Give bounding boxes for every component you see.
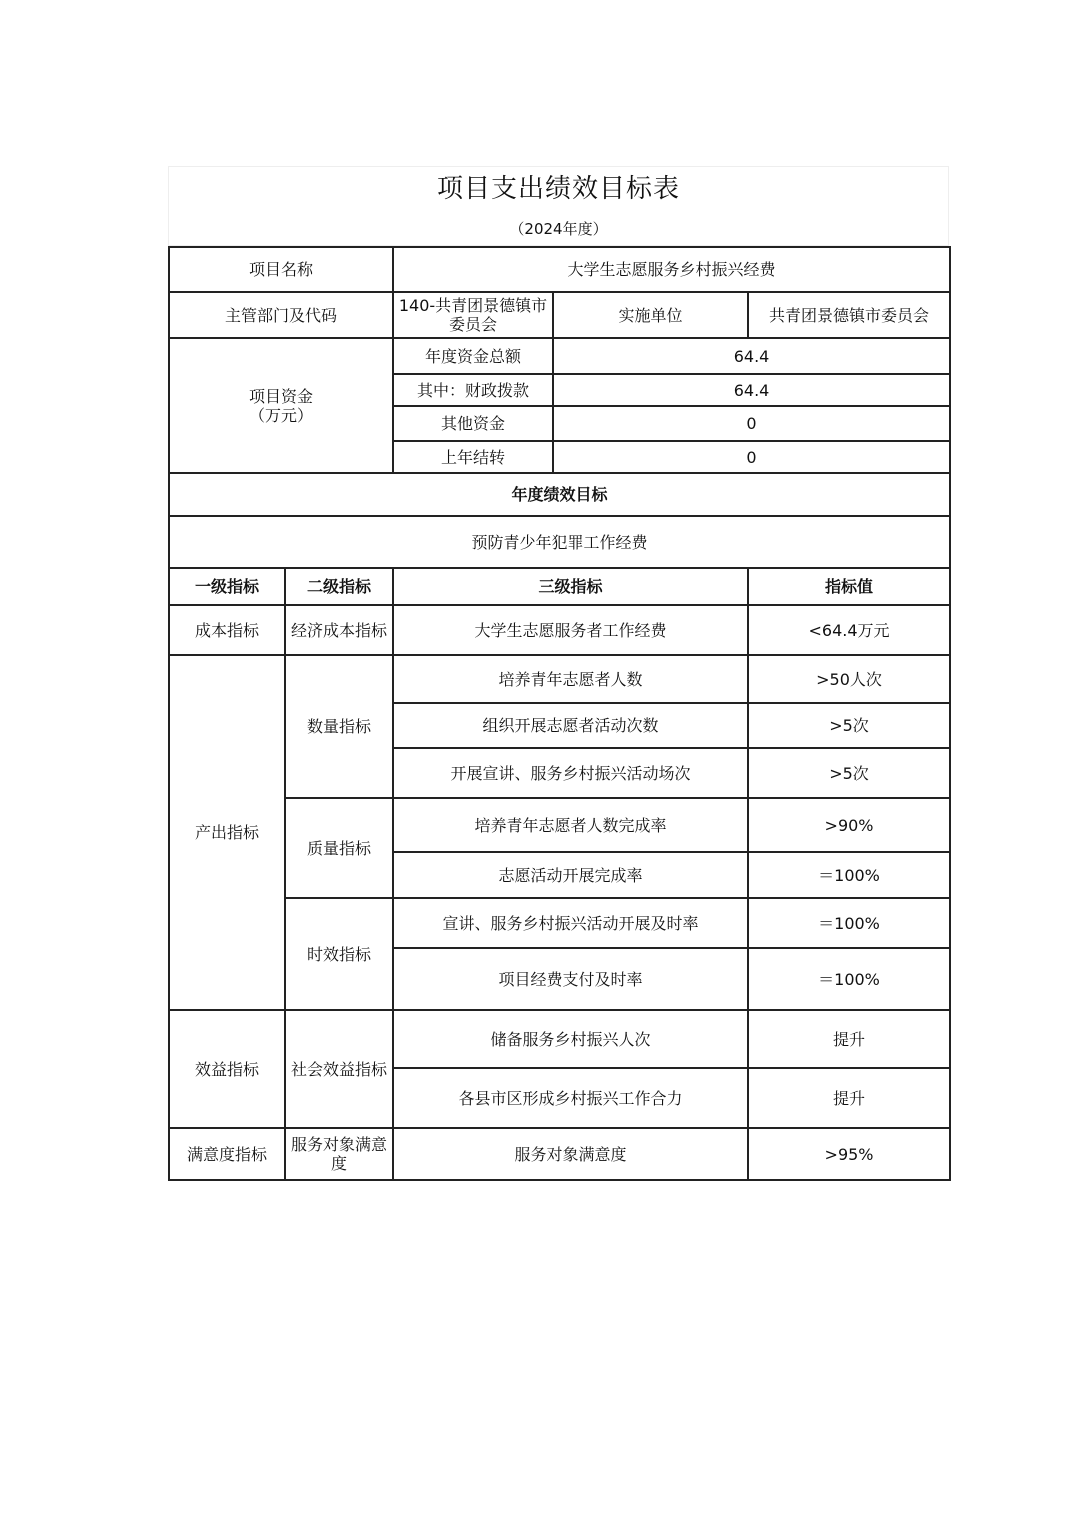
annual-goal-value: 预防青少年犯罪工作经费: [169, 516, 950, 568]
table-row: [169, 655, 950, 703]
funds-unit-text: （万元）: [249, 405, 314, 425]
other-funds-value: 0: [553, 406, 950, 441]
level1-benefit: 效益指标: [169, 1010, 285, 1128]
indicator-cell: 志愿活动开展完成率: [393, 852, 748, 898]
table-row: [169, 473, 950, 516]
value-cell: >5次: [748, 703, 950, 748]
header-level1: 一级指标: [169, 568, 285, 605]
indicator-cell: 大学生志愿服务者工作经费: [393, 605, 748, 655]
implementing-unit-label: 实施单位: [553, 292, 748, 338]
header-level3: 三级指标: [393, 568, 748, 605]
value-cell: >90%: [748, 798, 950, 852]
indicator-cell: 培养青年志愿者人数完成率: [393, 798, 748, 852]
table-row: [169, 798, 950, 852]
funds-label: [169, 338, 393, 473]
indicator-cell: 开展宣讲、服务乡村振兴活动场次: [393, 748, 748, 798]
level2-service-satisfaction: 服务对象满意度: [285, 1128, 393, 1180]
carryover-label: 上年结转: [393, 441, 553, 473]
level2-econ-cost: 经济成本指标: [285, 605, 393, 655]
value-cell: ＝100%: [748, 898, 950, 948]
project-name-label: 项目名称: [169, 247, 393, 292]
level2-quantity: 数量指标: [285, 655, 393, 798]
value-cell: >95%: [748, 1128, 950, 1180]
header-level2: 二级指标: [285, 568, 393, 605]
page-title: 项目支出绩效目标表: [436, 174, 680, 204]
indicator-cell: 宣讲、服务乡村振兴活动开展及时率: [393, 898, 748, 948]
performance-table: [168, 246, 951, 1181]
fiscal-value: 64.4: [553, 374, 950, 406]
table-row: [169, 516, 950, 568]
value-cell: >5次: [748, 748, 950, 798]
table-row: [169, 292, 950, 338]
value-cell: ＝100%: [748, 948, 950, 1010]
level2-social: 社会效益指标: [285, 1010, 393, 1128]
carryover-value: 0: [553, 441, 950, 473]
value-cell: 提升: [748, 1068, 950, 1128]
level1-satisfaction: 满意度指标: [169, 1128, 285, 1180]
indicator-cell: 储备服务乡村振兴人次: [393, 1010, 748, 1068]
table-row: [169, 1010, 950, 1068]
indicator-cell: 各县市区形成乡村振兴工作合力: [393, 1068, 748, 1128]
level1-cost: 成本指标: [169, 605, 285, 655]
value-cell: 提升: [748, 1010, 950, 1068]
indicator-cell: 培养青年志愿者人数: [393, 655, 748, 703]
level2-timeliness: 时效指标: [285, 898, 393, 1010]
implementing-unit-value: 共青团景德镇市委员会: [748, 292, 950, 338]
department-label: 主管部门及代码: [169, 292, 393, 338]
performance-sheet: [168, 166, 949, 1181]
table-row: [169, 247, 950, 292]
annual-total-label: 年度资金总额: [393, 338, 553, 374]
funds-label-text: 项目资金: [249, 386, 314, 406]
fiscal-year: （2024年度）: [509, 220, 608, 238]
indicator-cell: 项目经费支付及时率: [393, 948, 748, 1010]
table-header-row: [169, 568, 950, 605]
table-row: [169, 605, 950, 655]
level2-quality: 质量指标: [285, 798, 393, 898]
level1-output: 产出指标: [169, 655, 285, 1010]
indicator-cell: 组织开展志愿者活动次数: [393, 703, 748, 748]
value-cell: <64.4万元: [748, 605, 950, 655]
project-name-value: 大学生志愿服务乡村振兴经费: [393, 247, 950, 292]
table-row: [169, 1128, 950, 1180]
other-funds-label: 其他资金: [393, 406, 553, 441]
header-value: 指标值: [748, 568, 950, 605]
table-row: [169, 338, 950, 374]
annual-total-value: 64.4: [553, 338, 950, 374]
value-cell: >50人次: [748, 655, 950, 703]
department-value: 140-共青团景德镇市委员会: [393, 292, 553, 338]
fiscal-label: 其中：财政拨款: [393, 374, 553, 406]
value-cell: ＝100%: [748, 852, 950, 898]
table-row: [169, 898, 950, 948]
indicator-cell: 服务对象满意度: [393, 1128, 748, 1180]
annual-goal-heading: 年度绩效目标: [169, 473, 950, 516]
